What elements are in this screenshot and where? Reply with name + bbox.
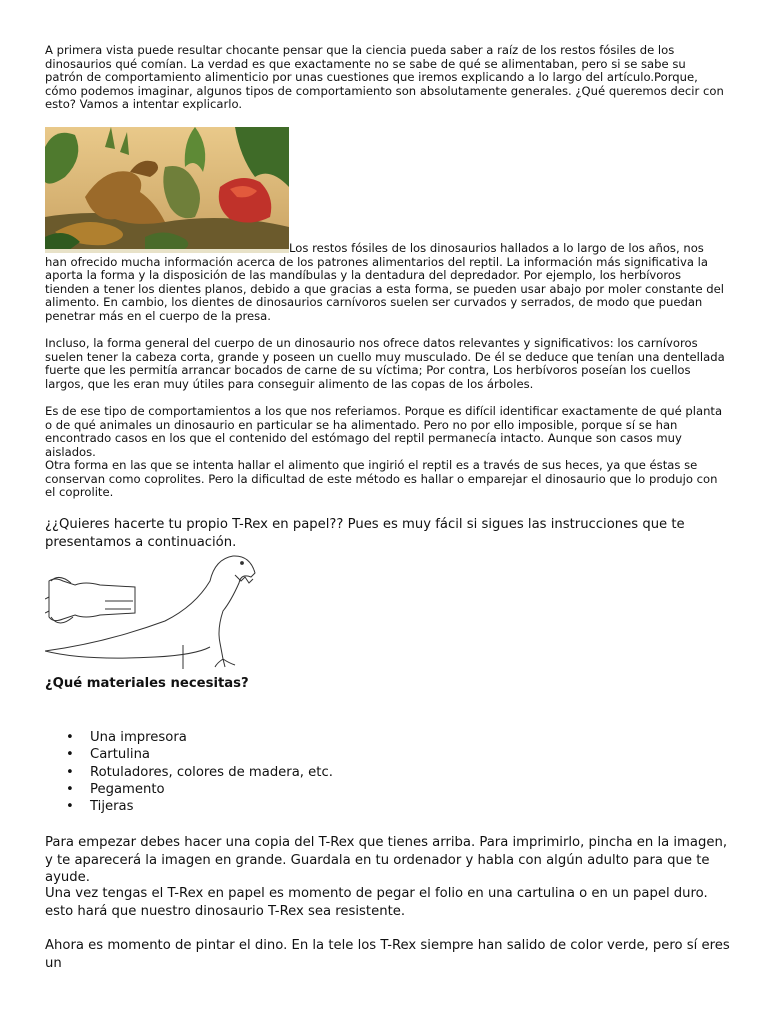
trex-template-image[interactable] — [45, 551, 260, 671]
glue-instruction-paragraph: Una vez tengas el T-Rex en papel es momento de pegar el folio en una cartulina o en un papel duro. esto hará que nuestro dinosaurio T-Rex sea resistente. — [45, 886, 708, 919]
dinosaur-painting-icon — [45, 127, 289, 253]
materials-heading: ¿Qué materiales necesitas? — [45, 676, 249, 691]
body-shape-paragraph: Incluso, la forma general del cuerpo de un dinosaurio nos ofrece datos relevantes y significativos: los carnívoros suelen tener la cabeza corta, grande y poseen un cuello muy musculado. De él se deduce que tenían una dentellada fuerte que les permitía arrancar bocados de carne de su víctima; Por contra, Los herbívoros poseían los cuellos largos, que les eran muy útiles para conseguir alimento de las copas de los árboles. — [45, 336, 725, 391]
fossil-paragraph — [45, 242, 725, 323]
list-item: • Pegamento — [45, 781, 333, 798]
list-item: • Una impresora — [45, 729, 333, 746]
trex-outline-icon — [45, 551, 260, 671]
list-item: • Rotuladores, colores de madera, etc. — [45, 764, 333, 781]
coprolite-paragraph: Otra forma en las que se intenta hallar el alimento que ingirió el reptil es a través de sus heces, ya que éstas se conservan como coprolites. Pero la dificultad de este método es hallar o emparejar el dinosaurio que lo produjo con el coprolite. — [45, 458, 718, 499]
trex-intro-paragraph: ¿¿Quieres hacerte tu propio T-Rex en papel?? Pues es muy fácil si sigues las instrucciones que te presentamos a continuación. — [45, 517, 685, 550]
intro-paragraph: A primera vista puede resultar chocante pensar que la ciencia pueda saber a raíz de los restos fósiles de los dinosaurios qué comían. La verdad es que exactamente no se sabe de qué se alimentaban, pero si se sabe su patrón de comportamiento alimenticio por unas cuestiones que iremos explicando a lo largo del artículo.Porque, cómo podemos imaginar, algunos tipos de comportamiento son absolutamente generales. ¿Qué queremos decir con esto? Vamos a intentar explicarlo. — [45, 43, 724, 111]
dinosaur-illustration[interactable] — [45, 127, 289, 253]
behavior-paragraph: Es de ese tipo de comportamientos a los que nos referiamos. Porque es difícil identificar exactamente de qué planta o de qué animales un dinosaurio en particular se ha alimentado. Pero no por ello imposible, porque sí se han encontrado casos en los que el contenido del estómago del reptil permanecía intacto. Aunque son casos muy aislados. — [45, 404, 723, 459]
paint-instruction-paragraph: Ahora es momento de pintar el dino. En la tele los T-Rex siempre han salido de color verde, pero sí eres un — [45, 938, 730, 971]
list-item: • Cartulina — [45, 746, 333, 763]
copy-instruction-paragraph: Para empezar debes hacer una copia del T-Rex que tienes arriba. Para imprimirlo, pincha en la imagen, y te aparecerá la imagen en grande. Guardala en tu ordenador y habla con algún adulto para que te ayude. — [45, 835, 728, 885]
fossil-paragraph-text: Los restos fósiles de los dinosaurios hallados a lo largo de los años, nos han ofrecido mucha información acerca de los patrones alimentarios del reptil. La información más significativa la aporta la forma y la disposición de las mandíbulas y la dentadura del depredador. Por ejemplo, los herbívoros tienden a tener los dientes planos, debido a que gracias a esta forma, se pueden usar abajo por moler constante del alimento. En cambio, los dientes de dinosaurios carnívoros suelen ser curvados y serrados, de modo que puedan penetrar más en el cuerpo de la presa. — [45, 241, 724, 323]
materials-list — [45, 729, 333, 815]
list-item: • Tijeras — [45, 798, 333, 815]
